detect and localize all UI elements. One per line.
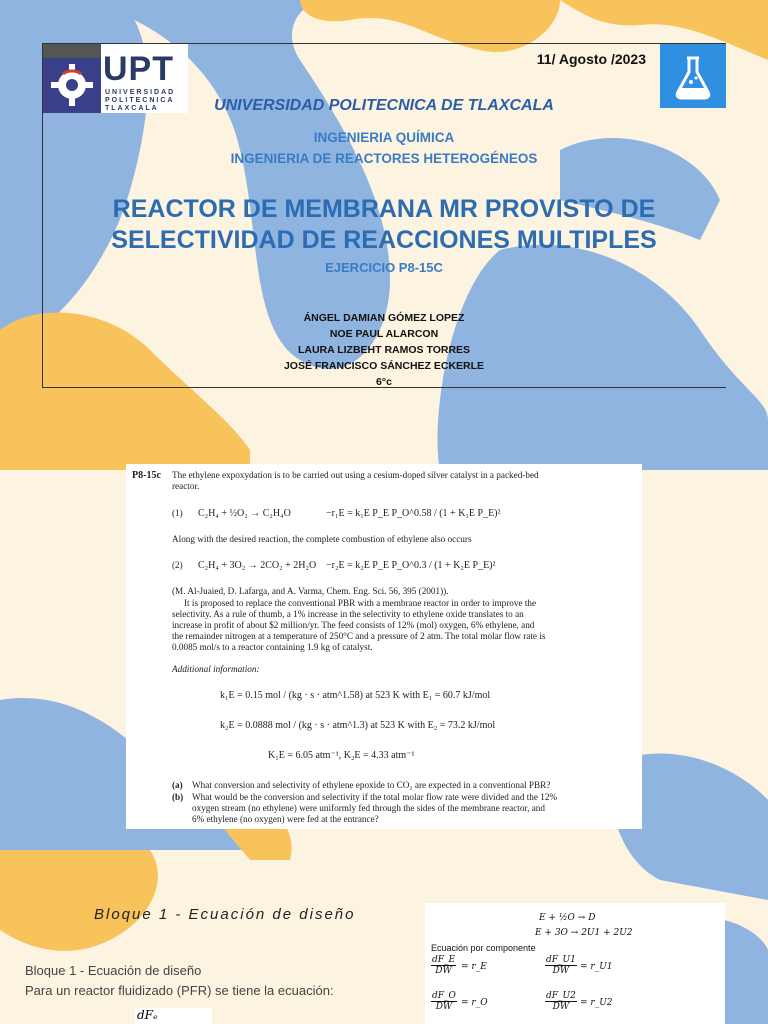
course-name: INGENIERIA DE REACTORES HETEROGÉNEOS bbox=[230, 151, 538, 166]
logo-line1: UNIVERSIDAD bbox=[105, 89, 176, 96]
problem-intro: The ethylene expoxydation is to be carried out using a cesium-doped silver catalyst in a packed-bed bbox=[172, 470, 539, 480]
eq-fo-rhs: = r_O bbox=[461, 998, 488, 1008]
question-b-label: (b) bbox=[172, 792, 184, 802]
logo-line3: TLAXCALA bbox=[105, 105, 159, 112]
department: INGENIERIA QUÍMICA bbox=[313, 130, 455, 145]
paragraph-line-3: increase in profit of about $2 million/yr. The feed consists of 12% (mol) oxygen, 6% ethylene, and bbox=[172, 620, 535, 630]
partial-equation: dFₑ bbox=[135, 1008, 212, 1024]
eq-fe-fraction: $\frac{dF\_E}{DW}$ bbox=[432, 955, 456, 976]
eq-fe-rhs: = r_E bbox=[461, 962, 487, 972]
by-component-label: Ecuación por componente bbox=[431, 943, 536, 953]
problem-intro-2: reactor. bbox=[172, 481, 200, 491]
block-1-description: Para un reactor fluidizado (PFR) se tiene la ecuación: bbox=[25, 983, 334, 998]
k1-constant: k₁E = 0.15 mol / (kg · s · atm^1.58) at 523 K with E₁ = 60.7 kJ/mol bbox=[220, 690, 491, 701]
paragraph-line-4: the remainder nitrogen at a temperature of 250°C and a pressure of 2 atm. The total molar flow rate is bbox=[172, 631, 546, 641]
eq-fu2-fraction: $\frac{dF\_U2}{DW}$ bbox=[546, 991, 576, 1012]
eq-fu1-fraction: $\frac{dF\_U1}{DW}$ bbox=[546, 955, 576, 976]
reaction-2-rate: −r₂E = k₂E P_E P_O^0.3 / (1 + K₂E P_E)² bbox=[326, 560, 496, 571]
component-equations-box bbox=[425, 903, 725, 1024]
paragraph-line-2: selectivity. As a rule of thumb, a 1% increase in the selectivity to ethylene oxide translates to an bbox=[172, 609, 524, 619]
reaction-1-label: (1) bbox=[172, 508, 183, 518]
reaction-1-short: E + ½O → D bbox=[539, 913, 596, 923]
reaction-1: C₂H₄ + ½O₂ → C₂H₄O bbox=[198, 508, 291, 519]
block-1-text: Bloque 1 - Ecuación de diseño bbox=[25, 963, 202, 978]
eq-fu1-rhs: = r_U1 bbox=[580, 962, 613, 972]
university-name: UNIVERSIDAD POLITECNICA DE TLAXCALA bbox=[214, 97, 554, 114]
eq-fu2-rhs: = r_U2 bbox=[580, 998, 613, 1008]
logo-name: UPT bbox=[103, 50, 174, 88]
eq-fo-fraction: $\frac{dF\_O}{DW}$ bbox=[432, 991, 456, 1012]
question-b-line-1: What would be the conversion and selectivity if the total molar flow rate were divided and the 12% bbox=[192, 792, 558, 802]
author-3: LAURA LIZBEHT RAMOS TORRES bbox=[297, 344, 471, 356]
reaction-2: C₂H₄ + 3O₂ → 2CO₂ + 2H₂O bbox=[198, 560, 317, 571]
problem-number: P8-15c bbox=[132, 470, 161, 481]
author-4: JOSÉ FRANCISCO SÁNCHEZ ECKERLE bbox=[283, 360, 485, 372]
adsorption-constants: K₁E = 6.05 atm⁻¹, K₂E = 4.33 atm⁻¹ bbox=[268, 750, 415, 761]
date: 11/ Agosto /2023 bbox=[536, 51, 646, 67]
problem-statement bbox=[126, 464, 642, 829]
k2-constant: k₂E = 0.0888 mol / (kg · s · atm^1.3) at 523 K with E₂ = 73.2 kJ/mol bbox=[220, 720, 496, 731]
along-text: Along with the desired reaction, the complete combustion of ethylene also occurs bbox=[172, 534, 472, 544]
title-line-1: REACTOR DE MEMBRANA MR PROVISTO DE bbox=[112, 195, 656, 223]
group: 6°c bbox=[376, 376, 392, 388]
author-2: NOE PAUL ALARCON bbox=[329, 328, 439, 340]
logo-line2: POLITECNICA bbox=[105, 97, 175, 104]
paragraph-line-1: It is proposed to replace the conventional PBR with a membrane reactor in order to improve the bbox=[184, 598, 537, 608]
reference: (M. Al-Juaied, D. Lafarga, and A. Varma, Chem. Eng. Sci. 56, 395 (2001)). bbox=[172, 586, 449, 596]
exercise-label: EJERCICIO P8-15C bbox=[325, 260, 443, 275]
author-1: ÁNGEL DAMIAN GÓMEZ LOPEZ bbox=[303, 312, 465, 324]
question-b-line-3: 6% ethylene (no oxygen) were fed at the entrance? bbox=[192, 814, 379, 824]
additional-info: Additional information: bbox=[172, 664, 260, 674]
title-line-2: SELECTIVIDAD DE REACCIONES MULTIPLES bbox=[111, 226, 657, 254]
reaction-1-rate: −r₁E = k₁E P_E P_O^0.58 / (1 + K₁E P_E)² bbox=[326, 508, 501, 519]
block-1-heading: Bloque 1 - Ecuación de diseño bbox=[94, 906, 356, 923]
question-a-label: (a) bbox=[172, 780, 183, 790]
question-b-line-2: oxygen stream (no ethylene) were uniformly fed through the sides of the membrane reactor, and bbox=[192, 803, 545, 813]
reaction-2-label: (2) bbox=[172, 560, 183, 570]
question-a: What conversion and selectivity of ethylene epoxide to CO₂ are expected in a conventional PBR? bbox=[192, 780, 551, 790]
paragraph-line-5: 0.0085 mol/s to a reactor containing 1.9 kg of catalyst. bbox=[172, 642, 373, 652]
reaction-2-short: E + 3O → 2U1 + 2U2 bbox=[535, 928, 633, 938]
